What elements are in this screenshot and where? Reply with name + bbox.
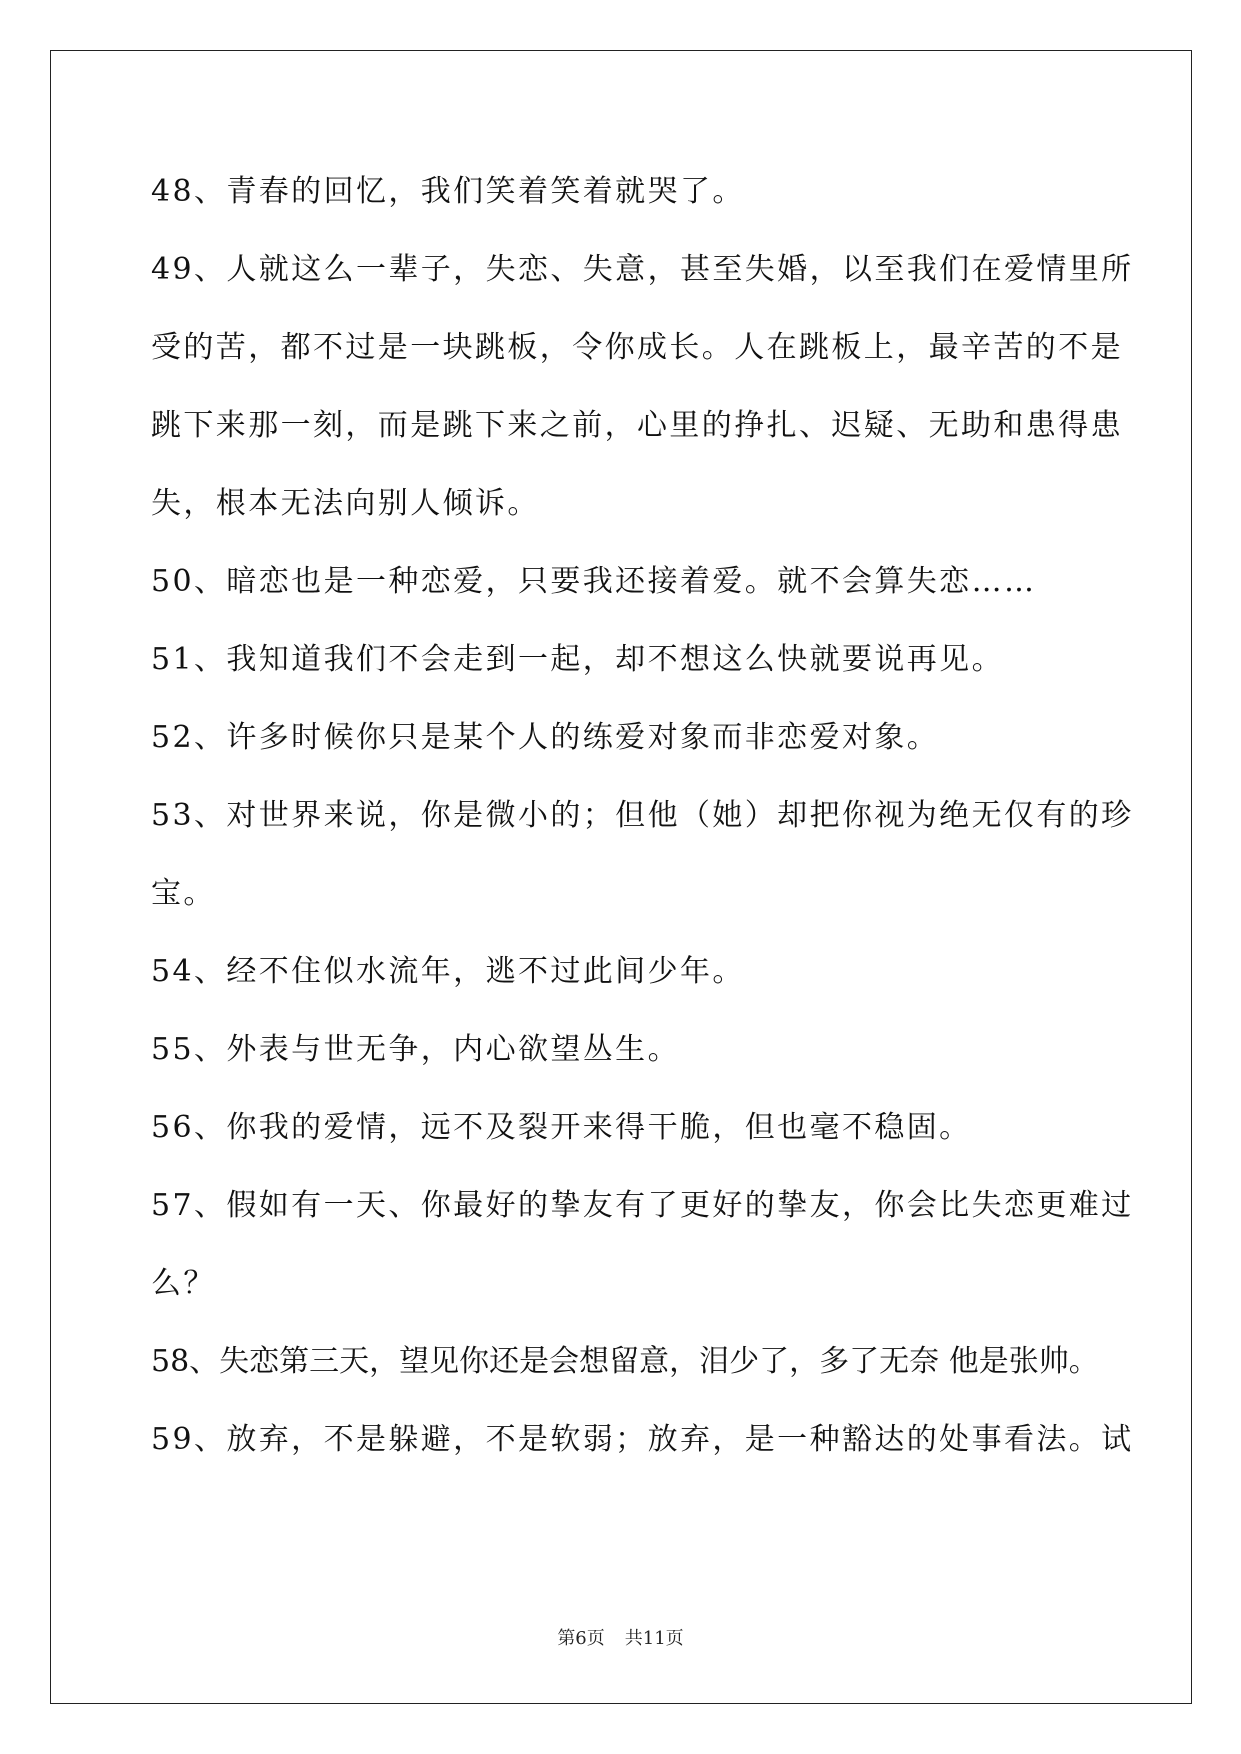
text-line-55: 55、外表与世无争，内心欲望丛生。: [151, 1032, 680, 1067]
text-line-51: 51、我知道我们不会走到一起，却不想这么快就要说再见。: [151, 642, 1004, 677]
text-line-54: 54、经不住似水流年，逃不过此间少年。: [151, 954, 745, 989]
text-line-59: 59、放弃，不是躲避，不是软弱；放弃，是一种豁达的处事看法。试: [151, 1422, 1134, 1457]
text-line-49c: 跳下来那一刻，而是跳下来之前，心里的挣扎、迟疑、无助和患得患: [151, 408, 1123, 443]
text-line-52: 52、许多时候你只是某个人的练爱对象而非恋爱对象。: [151, 720, 940, 755]
text-line-49d: 失，根本无法向别人倾诉。: [151, 486, 540, 521]
text-line-50: 50、暗恋也是一种恋爱，只要我还接着爱。就不会算失恋……: [151, 564, 1037, 599]
text-line-57b: 么？: [151, 1266, 216, 1301]
page-total: 共11页: [624, 1628, 684, 1649]
text-line-56: 56、你我的爱情，远不及裂开来得干脆，但也毫不稳固。: [151, 1110, 972, 1145]
text-line-57a: 57、假如有一天、你最好的挚友有了更好的挚友，你会比失恋更难过: [151, 1188, 1134, 1223]
text-line-49b: 受的苦，都不过是一块跳板，令你成长。人在跳板上，最辛苦的不是: [151, 330, 1123, 365]
text-line-53a: 53、对世界来说，你是微小的；但他（她）却把你视为绝无仅有的珍: [151, 798, 1134, 833]
page-number: 第6页: [557, 1628, 605, 1649]
document-body: [151, 153, 1134, 1479]
text-line-58: 58、失恋第三天，望见你还是会想留意，泪少了，多了无奈 他是张帅。: [151, 1344, 1099, 1379]
text-line-49a: 49、人就这么一辈子，失恋、失意，甚至失婚，以至我们在爱情里所: [151, 252, 1134, 287]
text-line-53b: 宝。: [151, 876, 216, 911]
page-footer: [0, 1624, 1241, 1650]
text-line-48: 48、青春的回忆，我们笑着笑着就哭了。: [151, 174, 745, 209]
